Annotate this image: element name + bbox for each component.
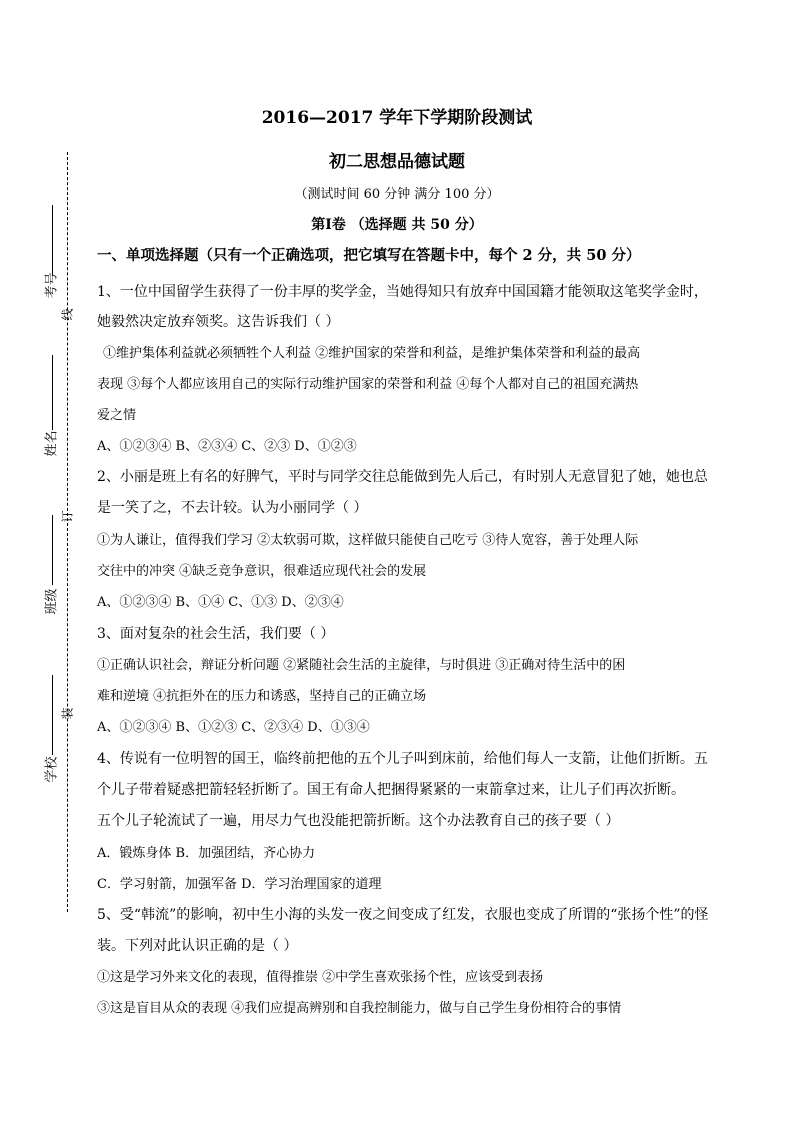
- question-stem: 5、受“韩流”的影响，初中生小海的头发一夜之间变成了红发，衣服也变成了所谓的“张扬个性”的怪: [97, 907, 709, 923]
- binding-dashed-line: [67, 152, 68, 912]
- question-stem: 3、面对复杂的社会生活，我们要（ ）: [97, 626, 335, 642]
- question-statement: 难和逆境 ④抗拒外在的压力和诱惑，坚持自己的正确立场: [97, 689, 427, 704]
- name-label: 姓名: [44, 430, 60, 457]
- section-heading: 一、单项选择题（只有一个正确选项，把它填写在答题卡中，每个 2 分，共 50 分）: [97, 247, 641, 264]
- question-stem: 她毅然决定放弃领奖。这告诉我们（ ）: [97, 314, 340, 330]
- question-statement: ①维护集体利益就必须牺牲个人利益 ②维护国家的荣誉和利益，是维护集体荣誉和利益的最高: [103, 346, 641, 361]
- question-stem: 五个儿子轮流试了一遍，用尽力气也没能把箭折断。这个办法教育自己的孩子要（ ）: [97, 813, 620, 829]
- question-options: A．锻炼身体 B．加强团结，齐心协力: [97, 846, 316, 861]
- question-options: A、①②③④ B、②③④ C、②③ D、①②③: [97, 439, 357, 454]
- exam-title: 2016—2017 学年下学期阶段测试: [261, 108, 533, 128]
- question-statement: 爱之情: [97, 408, 137, 423]
- question-statement: ①这是学习外来文化的表现，值得推崇 ②中学生喜欢张扬个性，应该受到表扬: [97, 970, 544, 985]
- school-line: [52, 675, 53, 755]
- question-statement: ①为人谦让，值得我们学习 ②太软弱可欺，这样做只能使自己吃亏 ③待人宽容，善于处理人际: [97, 533, 639, 548]
- binding-mark-staple: 订: [60, 510, 75, 523]
- exam-no-label: 考号: [44, 272, 60, 299]
- question-stem: 装。下列对此认识正确的是（ ）: [97, 938, 298, 954]
- question-statement: ①正确认识社会，辩证分析问题 ②紧随社会生活的主旋律，与时俱进 ③正确对待生活中的困: [97, 658, 626, 673]
- name-line: [52, 355, 53, 430]
- exam-time-info: （测试时间 60 分钟 满分 100 分）: [294, 187, 500, 202]
- question-stem: 个儿子带着疑惑把箭轻轻折断了。国王有命人把捆得紧紧的一束箭拿过来，让儿子们再次折断。: [97, 782, 685, 798]
- question-statement: 交往中的冲突 ④缺乏竞争意识，很难适应现代社会的发展: [97, 564, 427, 579]
- question-statement: ③这是盲目从众的表现 ④我们应提高辨别和自我控制能力，做与自己学生身份相符合的事情: [97, 1001, 622, 1016]
- class-label: 班级: [44, 588, 60, 615]
- binding-mark-line: 线: [60, 308, 75, 321]
- question-stem: 1、一位中国留学生获得了一份丰厚的奖学金，当她得知只有放弃中国国籍才能领取这笔奖学金时，: [97, 284, 708, 300]
- class-line: [52, 515, 53, 585]
- part-title: 第Ⅰ卷 （选择题 共 50 分）: [311, 217, 483, 233]
- school-label: 学校: [44, 756, 60, 783]
- question-stem: 4、传说有一位明智的国王，临终前把他的五个儿子叫到床前，给他们每人一支箭，让他们折断。五: [97, 751, 708, 767]
- binding-mark-bind: 装: [60, 707, 75, 720]
- question-stem: 是一笑了之，不去计较。认为小丽同学（ ）: [97, 500, 368, 516]
- question-statement: 表现 ③每个人都应该用自己的实际行动维护国家的荣誉和利益 ④每个人都对自己的祖国充满热: [97, 377, 639, 392]
- question-options: A、①②③④ B、①④ C、①③ D、②③④: [97, 595, 344, 610]
- question-options: A、①②③④ B、①②③ C、②③④ D、①③④: [97, 720, 370, 735]
- question-options: C．学习射箭，加强军备 D．学习治理国家的道理: [97, 877, 382, 892]
- question-stem: 2、小丽是班上有名的好脾气，平时与同学交往总能做到先人后己，有时别人无意冒犯了她，她也总: [97, 469, 708, 485]
- exam-subtitle: 初二思想品德试题: [329, 152, 465, 172]
